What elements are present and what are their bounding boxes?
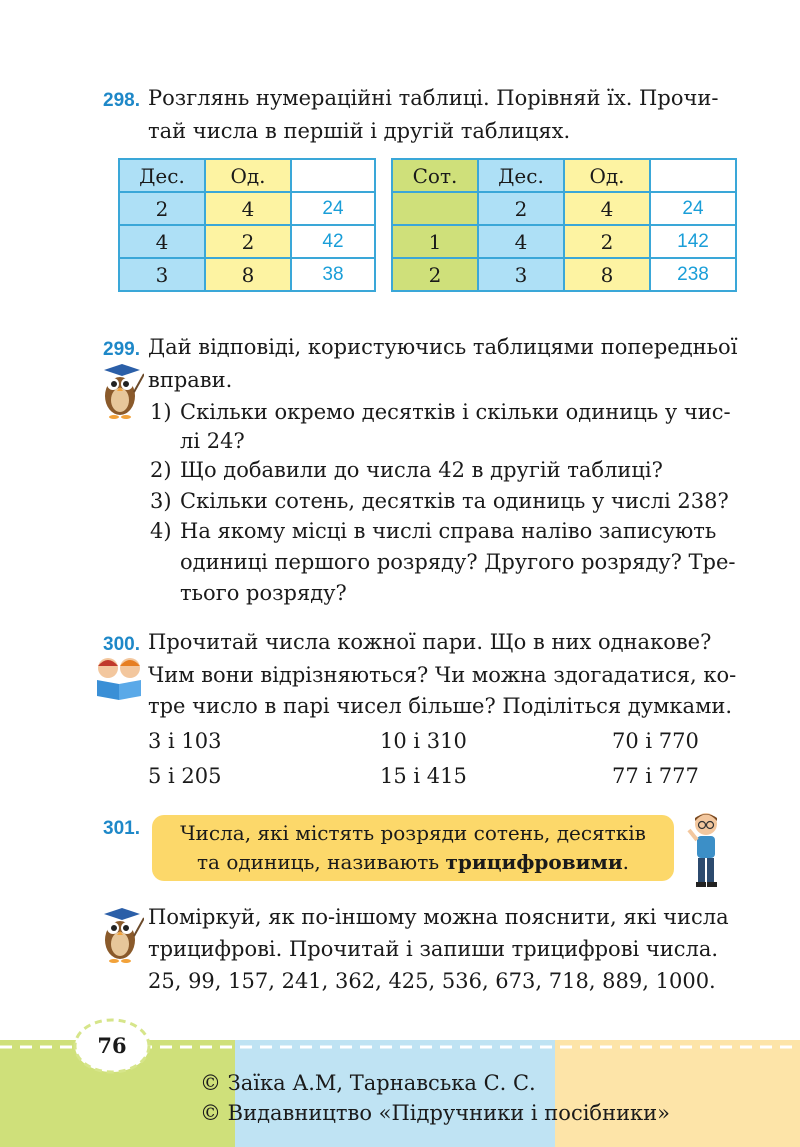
exercise-300-line1: Прочитай числа кожної пари. Що в них однакове? <box>148 630 712 654</box>
table2-cell <box>392 192 478 225</box>
owl-teacher-icon <box>98 906 144 964</box>
number-pair: 15 і 415 <box>380 764 467 788</box>
table1-header-tens: Дес. <box>119 159 205 192</box>
number-pair: 3 і 103 <box>148 729 222 753</box>
table1-cell: 4 <box>205 192 291 225</box>
table2-cell: 4 <box>564 192 650 225</box>
table2-cell: 2 <box>564 225 650 258</box>
question-number: 2) <box>150 458 172 482</box>
exercise-301-line2: трицифрові. Прочитай і запиши трицифрові числа. <box>148 937 719 961</box>
question-text: одиниці першого розряду? Другого розряду? Тре- <box>180 550 736 574</box>
exercise-number-300: 300. <box>103 634 140 655</box>
exercise-298-line2: тай числа в першій і другій таблицях. <box>148 119 571 143</box>
table2-header-hundreds: Сот. <box>392 159 478 192</box>
table1-cell: 4 <box>119 225 205 258</box>
question-number: 4) <box>150 519 172 543</box>
table2-cell: 2 <box>392 258 478 291</box>
exercise-300-line2: Чим вони відрізняються? Чи можна здогадатися, ко- <box>148 663 737 687</box>
table2-cell: 4 <box>478 225 564 258</box>
table2-number: 238 <box>650 258 736 291</box>
exercise-298-line1: Розглянь нумераційні таблиці. Порівняй їх. Прочи- <box>148 86 719 110</box>
rule-end: . <box>622 850 630 874</box>
question-number: 1) <box>150 400 172 424</box>
exercise-301-line1: Поміркуй, як по-іншому можна пояснити, які числа <box>148 905 729 929</box>
question-text: Скільки окремо десятків і скільки одиниць у чис- <box>180 400 731 424</box>
numeration-table-2 <box>391 158 737 292</box>
table1-cell: 2 <box>205 225 291 258</box>
table2-header-units: Од. <box>564 159 650 192</box>
exercise-number-298: 298. <box>103 90 140 111</box>
table1-header-units: Од. <box>205 159 291 192</box>
table1-number: 24 <box>291 192 375 225</box>
copyright-publisher: © Видавництво «Підручники і посібники» <box>200 1101 671 1125</box>
rule-box <box>152 815 674 881</box>
question-text: тього розряду? <box>180 581 347 605</box>
question-text: лі 24? <box>180 429 245 453</box>
table2-cell: 1 <box>392 225 478 258</box>
exercise-301-line3: 25, 99, 157, 241, 362, 425, 536, 673, 718, 889, 1000. <box>148 969 716 993</box>
page-number: 76 <box>97 1033 127 1058</box>
table2-cell: 2 <box>478 192 564 225</box>
question-text: Що добавили до числа 42 в другій таблиці? <box>180 458 663 482</box>
question-number: 3) <box>150 489 172 513</box>
table1-cell: 8 <box>205 258 291 291</box>
kids-reading-icon <box>93 654 145 700</box>
number-pair: 10 і 310 <box>380 729 467 753</box>
number-pair: 70 і 770 <box>612 729 699 753</box>
exercise-299-line2: вправи. <box>148 368 233 392</box>
table2-number: 142 <box>650 225 736 258</box>
table2-header-empty <box>650 159 736 192</box>
table2-cell: 8 <box>564 258 650 291</box>
numeration-table-1 <box>118 158 376 292</box>
number-pair: 77 і 777 <box>612 764 699 788</box>
table1-header-empty <box>291 159 375 192</box>
table1-cell: 2 <box>119 192 205 225</box>
table2-header-tens: Дес. <box>478 159 564 192</box>
table2-cell: 3 <box>478 258 564 291</box>
table1-cell: 3 <box>119 258 205 291</box>
rule-line2 <box>152 848 674 877</box>
table2-number: 24 <box>650 192 736 225</box>
question-text: Скільки сотень, десятків та одиниць у числі 238? <box>180 489 729 513</box>
owl-teacher-icon <box>98 362 144 420</box>
exercise-299-line1: Дай відповіді, користуючись таблицями попередньої <box>148 335 738 359</box>
table1-number: 42 <box>291 225 375 258</box>
exercise-number-299: 299. <box>103 339 140 360</box>
rule-text: та одиниць, називають <box>196 850 446 874</box>
rule-term: трицифровими <box>445 850 623 874</box>
exercise-number-301: 301. <box>103 818 140 839</box>
question-text: На якому місці в числі справа наліво записують <box>180 519 717 543</box>
rule-line1: Числа, які містять розряди сотень, десятків <box>180 821 646 845</box>
number-pair: 5 і 205 <box>148 764 222 788</box>
copyright-authors: © Заїка А.М, Тарнавська С. С. <box>200 1071 536 1095</box>
exercise-300-line3: тре число в парі чисел більше? Поділіться думками. <box>148 694 733 718</box>
table1-number: 38 <box>291 258 375 291</box>
boy-character-icon <box>686 810 728 888</box>
